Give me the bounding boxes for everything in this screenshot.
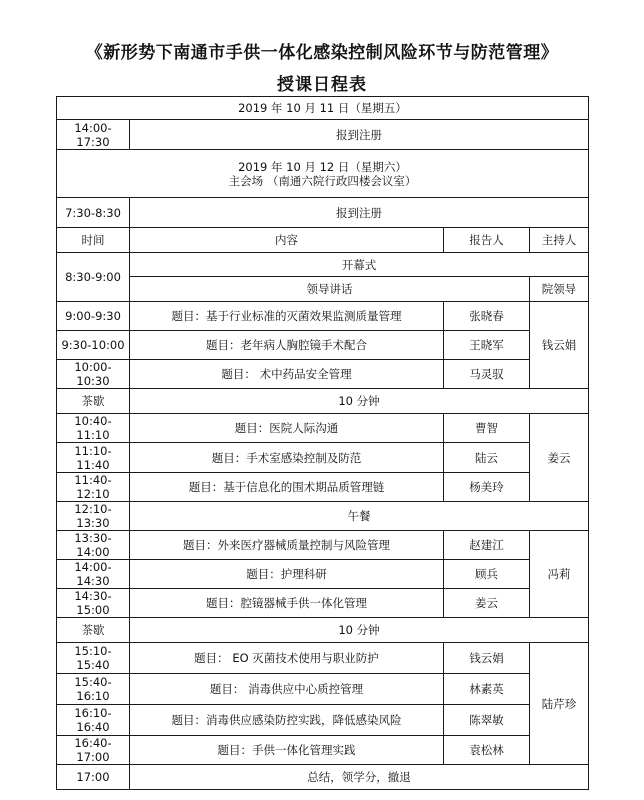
day2-venue: 主会场 （南通六院行政四楼会议室）: [228, 173, 417, 188]
header-content: 内容: [130, 228, 444, 253]
document-title: 《新形势下南通市手供一体化感染控制风险环节与防范管理》: [85, 43, 559, 63]
topic-cell: 题目：医院人际沟通: [130, 414, 444, 443]
speaker-cell: 顾兵: [444, 560, 530, 589]
break-row: [57, 618, 589, 643]
lunch-label: 午餐: [130, 502, 589, 531]
speaker-cell: 马灵驭: [444, 360, 530, 389]
host-cell: 姜云: [530, 414, 589, 502]
header-time: 时间: [57, 228, 130, 253]
opening-row: [57, 253, 589, 277]
speaker-cell: 王晓军: [444, 331, 530, 360]
table-row: [57, 360, 589, 389]
topic-cell: 题目： EO 灭菌技术使用与职业防护: [130, 643, 444, 674]
host-cell: 冯莉: [530, 531, 589, 618]
speaker-cell: 林素英: [444, 674, 530, 705]
opening-label: 开幕式: [130, 253, 589, 277]
table-row: [57, 589, 589, 618]
topic-cell: 题目：基于信息化的围术期品质管理链: [130, 473, 444, 502]
topic-cell: 题目：消毒供应感染防控实践，降低感染风险: [130, 705, 444, 736]
header-host: 主持人: [530, 228, 589, 253]
speaker-cell: 钱云娟: [444, 643, 530, 674]
time-cell: 13:30-14:00: [57, 531, 130, 560]
table-row: [57, 531, 589, 560]
break-row: [57, 389, 589, 414]
topic-cell: 题目：手供一体化管理实践: [130, 736, 444, 765]
opening-host: 院领导: [530, 277, 589, 302]
time-cell: 16:40-17:00: [57, 736, 130, 765]
closing-label: 总结，领学分，撤退: [130, 765, 589, 790]
topic-cell: 题目：基于行业标准的灭菌效果监测质量管理: [130, 302, 444, 331]
table-row: [57, 674, 589, 705]
day2-date-row: [57, 150, 589, 198]
topic-cell: 题目：手术室感染控制及防范: [130, 443, 444, 473]
lunch-row: [57, 502, 589, 531]
time-cell: 12:10-13:30: [57, 502, 130, 531]
time-cell: 8:30-9:00: [57, 253, 130, 302]
day2-date-venue: [57, 150, 589, 198]
topic-cell: 题目： 术中药品安全管理: [130, 360, 444, 389]
table-row: [57, 443, 589, 473]
host-cell: 陆芹珍: [530, 643, 589, 765]
time-cell: 16:10-16:40: [57, 705, 130, 736]
time-cell: 7:30-8:30: [57, 198, 130, 228]
table-row: [57, 473, 589, 502]
opening-speech-row: [57, 277, 589, 302]
time-cell: 10:40-11:10: [57, 414, 130, 443]
speaker-cell: 姜云: [444, 589, 530, 618]
break-label: 茶歇: [57, 618, 130, 643]
day1-date: 2019 年 10 月 11 日（星期五）: [57, 97, 589, 120]
topic-cell: 题目：护理科研: [130, 560, 444, 589]
time-cell: 9:30-10:00: [57, 331, 130, 360]
time-cell: 15:10-15:40: [57, 643, 130, 674]
day2-date: 2019 年 10 月 12 日（星期六）: [238, 159, 407, 174]
break-duration: 10 分钟: [130, 389, 589, 414]
time-cell: 11:10-11:40: [57, 443, 130, 473]
topic-cell: 题目：老年病人胸腔镜手术配合: [130, 331, 444, 360]
time-cell: 17:00: [57, 765, 130, 790]
table-row: [57, 414, 589, 443]
speaker-cell: 曹智: [444, 414, 530, 443]
speaker-cell: 陈翠敏: [444, 705, 530, 736]
topic-cell: 题目： 消毒供应中心质控管理: [130, 674, 444, 705]
time-cell: 14:00-17:30: [57, 120, 130, 150]
header-speaker: 报告人: [444, 228, 530, 253]
schedule-table: [56, 96, 589, 790]
time-cell: 11:40-12:10: [57, 473, 130, 502]
table-row: [57, 560, 589, 589]
time-cell: 14:00-14:30: [57, 560, 130, 589]
day2-registration-row: [57, 198, 589, 228]
time-cell: 15:40-16:10: [57, 674, 130, 705]
table-row: [57, 302, 589, 331]
topic-cell: 题目：外来医疗器械质量控制与风险管理: [130, 531, 444, 560]
table-row: [57, 736, 589, 765]
column-header-row: [57, 228, 589, 253]
table-row: [57, 643, 589, 674]
closing-row: [57, 765, 589, 790]
speaker-cell: 陆云: [444, 443, 530, 473]
activity-cell: 报到注册: [130, 120, 589, 150]
time-cell: 10:00-10:30: [57, 360, 130, 389]
topic-cell: 题目：腔镜器械手供一体化管理: [130, 589, 444, 618]
day1-registration-row: [57, 120, 589, 150]
speaker-cell: 张晓春: [444, 302, 530, 331]
speaker-cell: 袁松林: [444, 736, 530, 765]
break-duration: 10 分钟: [130, 618, 589, 643]
day1-date-row: [57, 97, 589, 120]
schedule-subtitle: 授课日程表: [277, 75, 367, 95]
speaker-cell: 赵建江: [444, 531, 530, 560]
opening-speech: 领导讲话: [130, 277, 530, 302]
speaker-cell: 杨美玲: [444, 473, 530, 502]
break-label: 茶歇: [57, 389, 130, 414]
activity-cell: 报到注册: [130, 198, 589, 228]
host-cell: 钱云娟: [530, 302, 589, 389]
time-cell: 9:00-9:30: [57, 302, 130, 331]
table-row: [57, 331, 589, 360]
time-cell: 14:30-15:00: [57, 589, 130, 618]
table-row: [57, 705, 589, 736]
